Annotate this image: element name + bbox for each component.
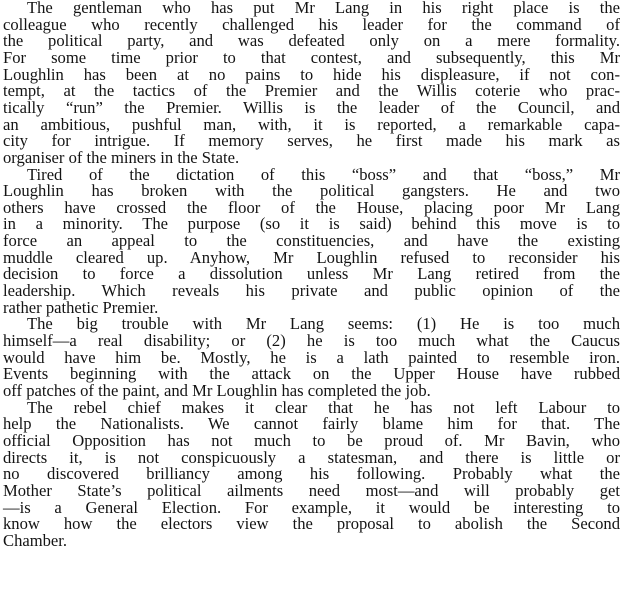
text-line: tically “run” the Premier. Willis is the leader of the Council, and: [3, 97, 620, 117]
text-line: The rebel chief makes it clear that he has not left Labour to: [27, 397, 620, 417]
text-line: The big trouble with Mr Lang seems: (1) He is too much: [27, 314, 620, 334]
text-line: decision to force a dissolution unless Mr Lang retired from the: [3, 264, 620, 284]
text-line: colleague who recently challenged his leader for the command of: [3, 14, 620, 34]
text-line: The gentleman who has put Mr Lang in his right place is the: [27, 0, 620, 17]
text-line: directs it, is not conspicuously a statesman, and there is little or: [3, 447, 620, 467]
text-line: organiser of the miners in the State.: [3, 147, 240, 167]
text-line: force an appeal to the constituencies, and have the existing: [3, 231, 620, 251]
text-line: official Opposition has not much to be proud of. Mr Bavin, who: [3, 430, 620, 450]
text-line: help the Nationalists. We cannot fairly blame him for that. The: [3, 414, 620, 434]
text-line: For some time prior to that contest, and subsequently, this Mr: [3, 47, 620, 67]
text-line: tempt, at the tactics of the Premier and the Willis coterie who prac-: [3, 81, 620, 101]
text-line: others have crossed the floor of the House, placing poor Mr Lang: [3, 197, 620, 217]
text-line: no discovered brilliancy among his following. Probably what the: [3, 464, 620, 484]
text-line: rather pathetic Premier.: [3, 297, 159, 317]
text-line: the political party, and was defeated only on a mere formality.: [3, 31, 620, 51]
text-line: in a minority. The purpose (so it is said) behind this move is to: [3, 214, 620, 234]
text-line: Events beginning with the attack on the Upper House have rubbed: [3, 364, 620, 384]
text-line: —is a General Election. For example, it would be interesting to: [3, 497, 620, 517]
text-line: Chamber.: [3, 530, 68, 550]
text-line: Loughlin has been at no pains to hide his displeasure, if not con-: [3, 64, 620, 84]
text-line: leadership. Which reveals his private and public opinion of the: [3, 281, 620, 301]
text-line: city for intrigue. If memory serves, he first made his mark as: [3, 131, 620, 151]
text-line: off patches of the paint, and Mr Loughlin has completed the job.: [3, 380, 431, 400]
text-line: know how the electors view the proposal to abolish the Second: [3, 514, 620, 534]
text-line: muddle cleared up. Anyhow, Mr Loughlin refused to reconsider his: [3, 247, 620, 267]
text-line: Loughlin has broken with the political gangsters. He and two: [3, 181, 620, 201]
text-line: would have him be. Mostly, he is a lath painted to resemble iron.: [3, 347, 620, 367]
text-line: Mother State’s political ailments need most—and will probably get: [3, 480, 620, 500]
text-line: Tired of the dictation of this “boss” and that “boss,” Mr: [27, 164, 620, 184]
text-line: himself—a real disability; or (2) he is too much what the Caucus: [3, 331, 620, 350]
text-line: an ambitious, pushful man, with, it is reported, a remarkable capa-: [3, 114, 620, 134]
